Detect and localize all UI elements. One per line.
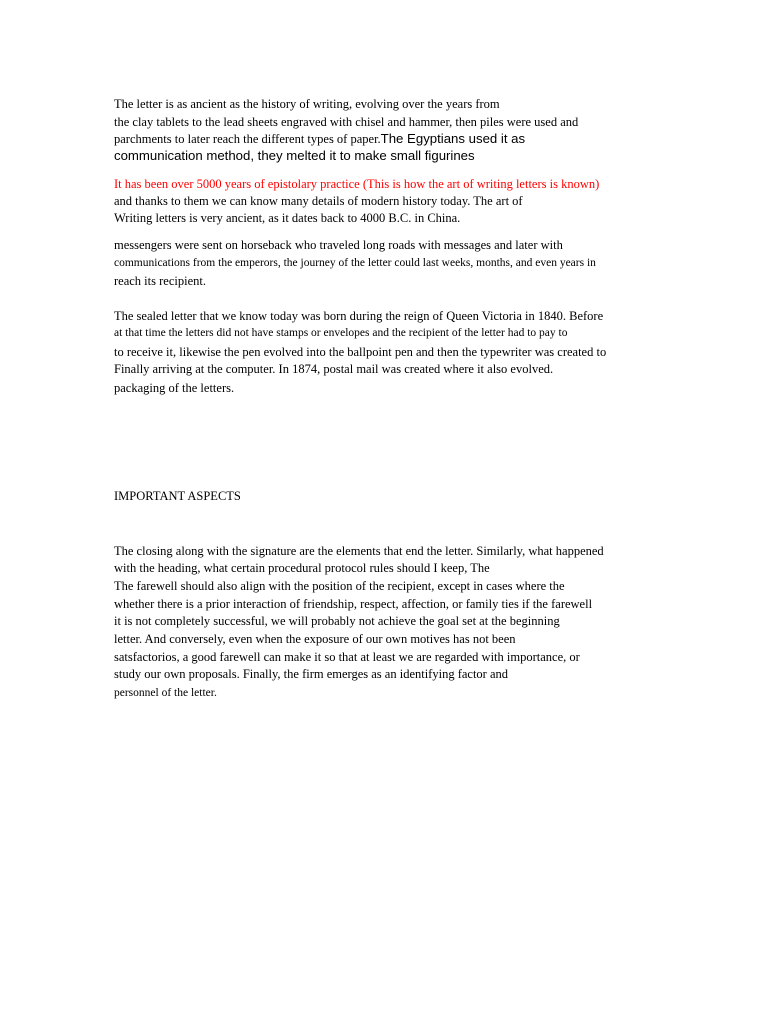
closing-line-7: satsfactorios, a good farewell can make it so that at least we are regarded with importance, or: [114, 650, 580, 664]
messengers-line-3: reach its recipient.: [114, 274, 206, 288]
intro-line-3-sans: The Egyptians used it as: [380, 131, 526, 146]
closing-line-8: study our own proposals. Finally, the firm emerges as an identifying factor and: [114, 667, 509, 681]
highlight-line: It has been over 5000 years of epistolary practice (This is how the art of writing letters is known): [114, 177, 600, 191]
intro-line-4: communication method, they melted it to make small figurines: [114, 148, 475, 163]
history-line-2: Writing letters is very ancient, as it dates back to 4000 B.C. in China.: [114, 211, 461, 225]
closing-line-5: it is not completely successful, we will probably not achieve the goal set at the beginning: [114, 614, 560, 628]
victoria-line-1: The sealed letter that we know today was born during the reign of Queen Victoria in 1840. Before: [114, 309, 604, 323]
intro-line-3-serif: parchments to later reach the different types of paper.: [114, 132, 381, 146]
victoria-line-4: Finally arriving at the computer. In 1874, postal mail was created where it also evolved.: [114, 362, 554, 376]
intro-line-2: the clay tablets to the lead sheets engraved with chisel and hammer, then piles were used and: [114, 115, 579, 129]
closing-line-1: The closing along with the signature are the elements that end the letter. Similarly, what happened: [114, 544, 604, 558]
closing-line-2: with the heading, what certain procedural protocol rules should I keep, The: [114, 561, 490, 575]
closing-line-6: letter. And conversely, even when the exposure of our own motives has not been: [114, 632, 516, 646]
closing-line-9: personnel of the letter.: [114, 687, 217, 699]
messengers-line-1: messengers were sent on horseback who traveled long roads with messages and later with: [114, 238, 563, 252]
closing-line-3: The farewell should also align with the position of the recipient, except in cases where the: [114, 579, 565, 593]
closing-line-4: whether there is a prior interaction of friendship, respect, affection, or family ties if the farewell: [114, 597, 593, 611]
intro-line-1: The letter is as ancient as the history of writing, evolving over the years from: [114, 97, 500, 111]
section-heading: IMPORTANT ASPECTS: [114, 489, 241, 503]
victoria-line-3: to receive it, likewise the pen evolved into the ballpoint pen and then the typewriter was created to: [114, 345, 607, 359]
history-line-1: and thanks to them we can know many details of modern history today. The art of: [114, 194, 523, 208]
intro-line-3: [114, 132, 525, 146]
victoria-line-2: at that time the letters did not have stamps or envelopes and the recipient of the letter had to pay to: [114, 327, 568, 339]
messengers-line-2: communications from the emperors, the journey of the letter could last weeks, months, and even years in: [114, 257, 596, 269]
victoria-line-5: packaging of the letters.: [114, 381, 235, 395]
